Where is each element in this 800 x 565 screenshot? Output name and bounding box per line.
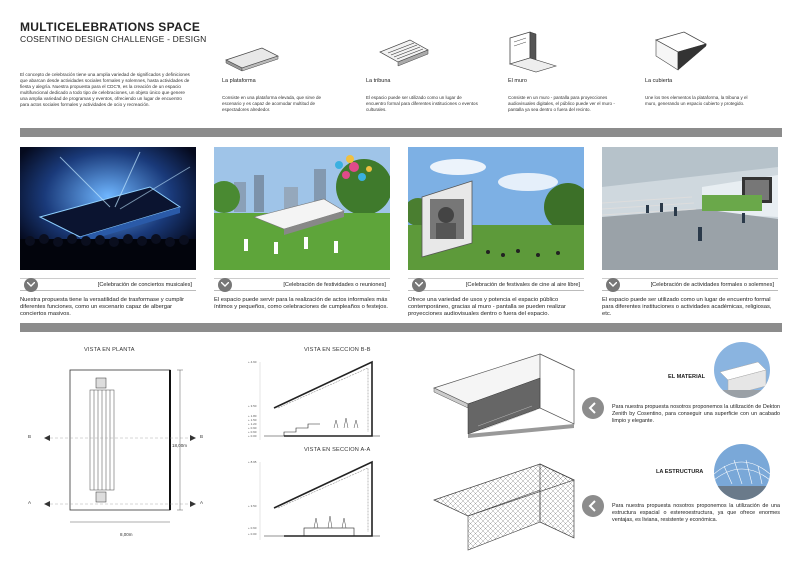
axonometric-structure <box>428 456 578 556</box>
dim-height-label: 18,00m <box>172 443 188 448</box>
chevron-down-icon <box>412 278 426 292</box>
plan-mark-a-right: A <box>200 500 204 505</box>
material-desc: Para nuestra propuesta nosotros proponemos la utilización de Dekton Zenith by Cosentino, para conseguir una superficie con un acabado limpio y elegante. <box>612 404 780 424</box>
use-desc-cinema: Ofrece una variedad de usos y potencia el espacio público contemporáneo, gracias al muro - pantalla se pueden realizar proyecciones audiovisuales dentro o fuera del espacio. <box>408 297 566 318</box>
divider-bar-middle <box>20 323 782 332</box>
page-title: MULTICELEBRATIONS SPACE <box>20 20 201 34</box>
element-desc-wall: Consiste en un muro - pantalla para proyecciones audiovisuales digitales, el público puede ver el muro - pantalla ya sea dentro o fuera del recinto. <box>508 95 615 112</box>
element-desc-tribune: El espacio puede ser utilizado como un lugar de encuentro formal para diferentes instituciones o eventos culturales. <box>366 95 478 112</box>
plan-mark-b-left: B <box>28 434 32 439</box>
photo-cinema <box>408 147 584 270</box>
material-photo <box>714 342 770 398</box>
plan-mark-a-left: A <box>28 500 32 505</box>
level-aa-0: + 8.95 <box>248 460 257 464</box>
level-bb-0: + 4.60 <box>248 360 257 364</box>
axonometric-solid <box>428 348 578 443</box>
platform-diagram <box>222 38 282 72</box>
plan-mark-b-right: B <box>200 434 204 439</box>
tribune-diagram <box>374 34 434 74</box>
chevron-down-icon <box>218 278 232 292</box>
plan-drawing <box>40 360 230 550</box>
chevron-left-icon <box>582 495 604 517</box>
structure-desc: Para nuestra propuesta nosotros proponemos la utilización de una estructura espacial o estereoestructura, ya que ofrece enormes ventajas, es liviana, resistente y económica. <box>612 503 780 523</box>
level-aa-1: + 3.50 <box>248 504 257 508</box>
caption-cinema: [Celebración de festivales de cine al aire libre] <box>408 278 584 291</box>
element-label-wall: El muro <box>508 78 527 84</box>
level-bb-3: + 1.50 <box>248 418 257 422</box>
photo-concert <box>20 147 196 270</box>
material-title: EL MATERIAL <box>668 374 706 380</box>
level-aa-2: + 0.60 <box>248 526 257 530</box>
use-desc-formal: El espacio puede ser utilizado como un lugar de encuentro formal para diferentes instituciones o actividades académicas, religiosas, etc. <box>602 297 772 318</box>
caption-formal: [Celebración de actividades formales o solemnes] <box>602 278 778 291</box>
element-desc-roof: Une los tres elementos la plataforma, la tribuna y el muro, generando un espacio cubierto y protegido. <box>645 95 748 106</box>
level-bb-5: + 0.90 <box>248 426 257 430</box>
section-bb-drawing <box>244 356 384 446</box>
intro-text: El concepto de celebración tiene una amplia variedad de significados y definiciones que abarcan desde actividades sociales formales y solemnes, hasta actividades de fiesta y alegría. Nuestra propuesta para el CDC'9, es la creación de un espacio multifuncional dedicado a todo tipo de celebraciones, un objeto único que genere una amplia variedad de programas y eventos, ofreciendo un lugar de encuentro para actos sociales formales y actividades de ocio y recreación. <box>20 72 190 107</box>
element-label-roof: La cubierta <box>645 78 673 84</box>
wall-diagram <box>502 28 562 74</box>
level-bb-6: + 0.60 <box>248 430 257 434</box>
photo-party <box>214 147 390 270</box>
structure-photo <box>714 444 770 500</box>
element-label-platform: La plataforma <box>222 78 256 84</box>
use-desc-party: El espacio puede servir para la realización de actos informales más íntimos y pequeños, como celebraciones de cumpleaños o festejos. <box>214 297 389 311</box>
element-label-tribune: La tribuna <box>366 78 391 84</box>
level-aa-3: + 0.00 <box>248 532 257 536</box>
chevron-left-icon <box>582 397 604 419</box>
roof-diagram <box>650 28 710 74</box>
dim-width-label: 8,00m <box>120 532 133 537</box>
caption-concert: [Celebración de conciertos musicales] <box>20 278 196 291</box>
level-bb-7: + 0.00 <box>248 434 257 438</box>
level-bb-4: + 1.20 <box>248 422 257 426</box>
page-subtitle: COSENTINO DESIGN CHALLENGE - DESIGN <box>20 34 207 44</box>
caption-party: [Celebración de festividades o reuniones] <box>214 278 390 291</box>
plan-title: VISTA EN PLANTA <box>84 347 135 353</box>
chevron-down-icon <box>24 278 38 292</box>
level-bb-1: + 3.50 <box>248 404 257 408</box>
section-aa-title: VISTA EN SECCION A-A <box>304 447 371 453</box>
level-bb-2: + 1.80 <box>248 414 257 418</box>
photo-formal <box>602 147 778 270</box>
structure-title: LA ESTRUCTURA <box>656 469 704 475</box>
section-bb-title: VISTA EN SECCION B-B <box>304 347 371 353</box>
section-aa-drawing <box>244 456 384 546</box>
use-desc-concert: Nuestra propuesta tiene la versatilidad de trasformase y cumplir diferentes funciones, como un escenario capaz de albergar conciertos masivos. <box>20 297 184 318</box>
element-desc-platform: Consiste en una plataforma elevada, que sirve de escenario y es capaz de acomodar multitud de espectadores alrededor. <box>222 95 322 112</box>
chevron-down-icon <box>606 278 620 292</box>
divider-bar-top <box>20 128 782 137</box>
